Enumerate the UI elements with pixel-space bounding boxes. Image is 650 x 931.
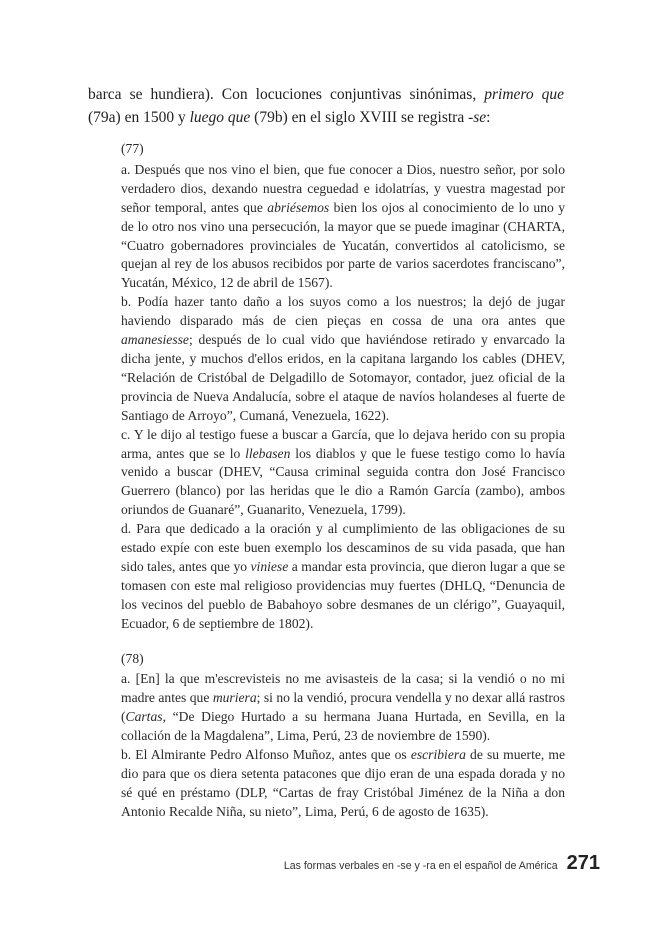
text-run: bien los ojos al conocimiento de lo uno y de lo otro nos vino una persecución, la mayor que se puede imaginar (CHARTA, “Cuatro gobernadores provinciales de Yucatán, convertidos al catolicismo, se quejan al rey de los abusos recibidos por parte de varios sacerdotes franciscano”, Yucatán, México, 12 de abril de 1567). — [121, 199, 566, 291]
italic-term: viniese — [250, 558, 289, 574]
examples-block — [121, 140, 565, 822]
text-run: b. El Almirante Pedro Alfonso Muñoz, antes que os — [121, 747, 411, 763]
example-item-b — [121, 293, 565, 425]
text-run: d. Para que dedicado a la oración y al cumplimiento de las obligaciones de su estado expíe con este buen exemplo los descaminos de su vida pasada, que han sido tales, antes que yo — [121, 521, 565, 574]
text-run: ; si no la vendió, procura vendella y no dexar allá rastros ( — [121, 690, 565, 725]
text-run: ; después de lo cual vido que haviéndose retirado y envarcado la dicha jente, y muchos d'ellos eridos, en la capitana largando los cables (DHEV, “Relación de Cristóbal de Delgadillo de Sotomayor, contador, juez oficial de la provincia de Nueva Andalucía, sobre el ataque de navíos holandeses al fuerte de Santiago de Arroyo”, Cumaná, Venezuela, 1622). — [121, 332, 565, 423]
italic-term: Cartas — [125, 709, 163, 725]
text-run: (79a) en 1500 y — [88, 108, 190, 126]
italic-term: primero que — [484, 86, 565, 103]
text-run: c. Y le dijo al testigo fuese a buscar a García, que lo dejava herido con su propia arma, antes que se lo — [121, 426, 565, 461]
example-group — [121, 650, 565, 822]
example-group — [121, 140, 565, 634]
text-run: a mandar esta provincia, que dieron lugar a que se tomasen con este mal religioso providencias muy fuertes (DHLQ, “Denuncia de los vecinos del pueblo de Babahoyo sobre desmanes de un clérigo”, Guayaquil, Ecuador, 6 de septiembre de 1802). — [121, 558, 565, 631]
page-footer — [260, 852, 600, 880]
example-item-a — [121, 670, 565, 746]
text-run: los diablos y que le fuese testigo como lo havía venido a buscar (DHEV, “Causa criminal seguida contra don José Francisco Guerrero (blanco) por las heridas que le dio a Ramón García (zambo), ambos oriundos de Guanaré”, Guanarito, Venezuela, 1799). — [121, 445, 565, 518]
text-run: a. Después que nos vino el bien, que fue conocer a Dios, nuestro señor, por solo verdadero dios, dexando nuestra ceguedad e idolatrías, y vuestra magestad por señor temporal, antes que — [121, 161, 565, 215]
example-item-b — [121, 746, 565, 822]
text-run: : — [486, 108, 491, 126]
example-number: (78) — [121, 650, 144, 666]
text-run: barca se hundiera). Con locuciones conjuntivas sinónimas, — [88, 86, 485, 103]
example-number: (77) — [121, 141, 144, 156]
italic-term: llebasen — [245, 445, 291, 461]
page-number: 271 — [566, 852, 600, 874]
italic-term: muriera — [212, 690, 257, 706]
intro-paragraph — [88, 84, 564, 129]
example-item-c — [121, 426, 565, 521]
italic-term: abriésemos — [267, 199, 330, 215]
text-run: a. [En] la que m'escrevisteis no me avisasteis de la casa; si la vendió o no mi madre antes que — [121, 671, 565, 706]
text-run: , “De Diego Hurtado a su hermana Juana Hurtada, en Sevilla, en la collación de la Magdalena”, Lima, Perú, 23 de noviembre de 1590). — [121, 709, 565, 744]
intro-text — [88, 84, 564, 129]
text-run: b. Podía hazer tanto daño a los suyos como a los nuestros; la dejó de jugar haviendo disparado más de cien pieças en cossa de una ora antes que — [121, 294, 565, 329]
italic-term: escribiera — [410, 747, 466, 763]
example-item-d — [121, 520, 565, 633]
italic-term: amanesiesse — [121, 332, 189, 348]
italic-term: -se — [468, 108, 487, 126]
example-item-a — [121, 161, 565, 293]
text-run: (79b) en el siglo XVIII se registra — [250, 108, 469, 126]
text-run: de su muerte, me dio para que os diera setenta patacones que dijo eran de una espada dorada y no sé qué en préstamo (DLP, “Cartas de fray Cristóbal Jiménez de la Niña a don Antonio Recalde Niña, su nieto”, Lima, Perú, 6 de agosto de 1635). — [121, 747, 565, 819]
running-title: Las formas verbales en -se y -ra en el español de América — [283, 860, 558, 872]
italic-term: luego que — [189, 108, 251, 126]
